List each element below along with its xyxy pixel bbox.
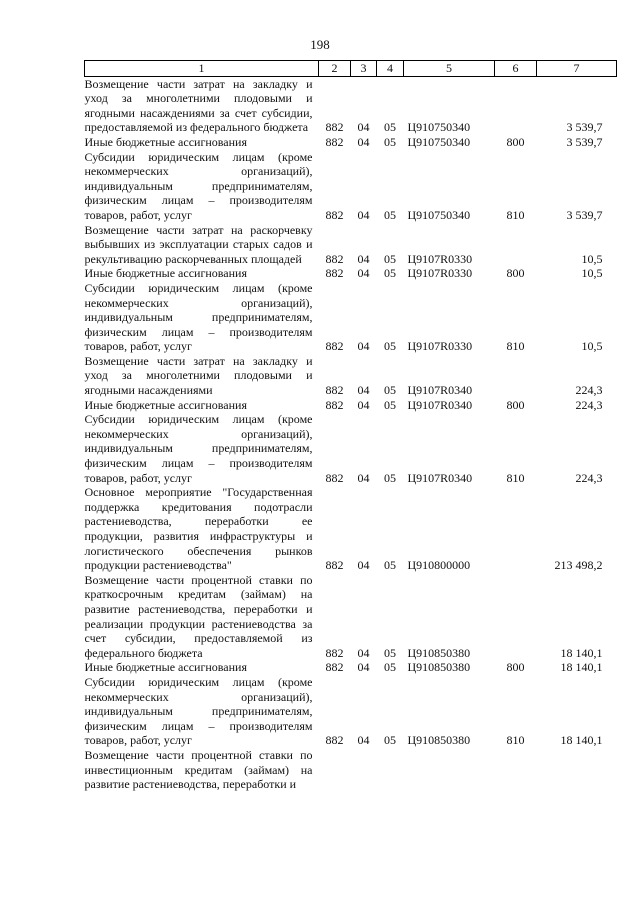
row-rz-code: 04 <box>357 207 370 222</box>
row-vr-code <box>495 223 537 267</box>
table-header <box>85 61 617 77</box>
row-gr-code <box>319 748 351 792</box>
row-rz-code: 04 <box>357 558 370 573</box>
row-vr-code: 800 <box>506 397 525 412</box>
row-vr-code: 810 <box>506 733 525 748</box>
table-row <box>85 398 617 413</box>
column-header: 1 <box>85 61 319 77</box>
row-rz-code: 04 <box>357 266 370 281</box>
row-name: Субсидии юридическим лицам (кроме некоммерческих организаций), индивидуальным предпринимателям, физическим лицам – производителям товаров, работ, услуг <box>84 674 313 748</box>
row-amount: 10,5 <box>581 339 603 354</box>
row-csr-code: Ц9107R0340 <box>407 383 473 398</box>
table-row <box>85 223 617 267</box>
row-gr-code: 882 <box>325 733 344 748</box>
row-rz-code: 04 <box>357 733 370 748</box>
row-vr-code <box>495 354 537 398</box>
row-gr-code: 882 <box>325 470 344 485</box>
row-vr-code: 810 <box>506 339 525 354</box>
row-vr-code: 800 <box>506 134 525 149</box>
row-csr-code: Ц9107R0340 <box>407 397 473 412</box>
row-gr-code: 882 <box>325 120 344 135</box>
row-pr-code: 05 <box>384 397 396 412</box>
page-number: 198 <box>310 37 330 52</box>
row-gr-code: 882 <box>325 251 344 266</box>
table-row <box>85 412 617 485</box>
row-csr-code: Ц910750340 <box>407 134 471 149</box>
row-csr-code: Ц9107R0330 <box>407 339 473 354</box>
row-amount: 3 539,7 <box>566 134 603 149</box>
table-row <box>85 485 617 573</box>
row-gr-code: 882 <box>325 207 344 222</box>
row-name: Субсидии юридическим лицам (кроме некоммерческих организаций), индивидуальным предпринимателям, физическим лицам – производителям товаров, работ, услуг <box>84 280 313 354</box>
row-vr-code <box>495 573 537 661</box>
row-csr-code: Ц910750340 <box>407 120 471 135</box>
row-csr-code: Ц910850380 <box>407 645 471 660</box>
row-pr-code: 05 <box>384 558 396 573</box>
row-vr-code: 810 <box>506 207 525 222</box>
row-rz-code: 04 <box>357 383 370 398</box>
row-gr-code: 882 <box>325 134 344 149</box>
row-pr-code: 05 <box>384 733 396 748</box>
row-amount: 224,3 <box>575 470 603 485</box>
table-row <box>85 675 617 748</box>
row-pr-code: 05 <box>384 383 396 398</box>
row-csr-code: Ц9107R0330 <box>407 266 473 281</box>
row-gr-code: 882 <box>325 660 344 675</box>
row-csr-code: Ц910750340 <box>407 207 471 222</box>
row-rz-code <box>351 748 377 792</box>
row-vr-code: 800 <box>506 660 525 675</box>
row-name: Субсидии юридическим лицам (кроме некоммерческих организаций), индивидуальным предпринимателям, физическим лицам – производителям товаров, работ, услуг <box>84 149 313 222</box>
table-row <box>85 76 617 135</box>
row-rz-code: 04 <box>357 660 370 675</box>
row-gr-code: 882 <box>325 645 344 660</box>
table-row <box>85 354 617 398</box>
row-pr-code: 05 <box>384 339 396 354</box>
row-amount: 224,3 <box>575 397 603 412</box>
row-gr-code: 882 <box>325 558 344 573</box>
row-gr-code: 882 <box>325 339 344 354</box>
row-gr-code: 882 <box>325 266 344 281</box>
row-amount: 3 539,7 <box>566 120 603 135</box>
row-rz-code: 04 <box>357 251 370 266</box>
row-pr-code <box>377 748 404 792</box>
row-amount: 18 140,1 <box>560 645 603 660</box>
row-rz-code: 04 <box>357 397 370 412</box>
row-pr-code: 05 <box>384 207 396 222</box>
row-name: Возмещение части затрат на раскорчевку выбывших из эксплуатации старых садов и рекультивацию раскорчеванных площадей <box>84 222 313 266</box>
row-amount: 224,3 <box>575 383 603 398</box>
row-name: Возмещение части процентной ставки по краткосрочным кредитам (займам) на развитие растениеводства, переработки и реализации продукции растениеводства за счет субсидии, предоставляемой из федерального бюджета <box>84 572 313 660</box>
row-name: Субсидии юридическим лицам (кроме некоммерческих организаций), индивидуальным предпринимателям, физическим лицам – производителям товаров, работ, услуг <box>84 412 313 485</box>
row-pr-code: 05 <box>384 645 396 660</box>
row-vr-code: 800 <box>506 266 525 281</box>
row-name: Возмещение части процентной ставки по инвестиционным кредитам (займам) на развитие растениеводства, переработки и <box>84 747 313 792</box>
row-vr-code: 810 <box>506 470 525 485</box>
table-row <box>85 150 617 223</box>
table-row <box>85 135 617 150</box>
column-header: 2 <box>319 61 351 77</box>
row-name: Иные бюджетные ассигнования <box>84 266 247 281</box>
row-gr-code: 882 <box>325 397 344 412</box>
row-rz-code: 04 <box>357 470 370 485</box>
row-pr-code: 05 <box>384 134 396 149</box>
row-gr-code: 882 <box>325 383 344 398</box>
row-amount: 213 498,2 <box>554 558 603 573</box>
row-vr-code <box>495 748 537 792</box>
column-header: 7 <box>537 61 617 77</box>
table-row <box>85 660 617 675</box>
row-csr-code: Ц9107R0340 <box>407 470 473 485</box>
row-pr-code: 05 <box>384 470 396 485</box>
row-rz-code: 04 <box>357 339 370 354</box>
column-header: 5 <box>404 61 495 77</box>
table-row <box>85 573 617 661</box>
row-amount: 18 140,1 <box>560 733 603 748</box>
row-amount <box>537 748 617 792</box>
row-amount: 3 539,7 <box>566 207 603 222</box>
row-rz-code: 04 <box>357 645 370 660</box>
row-name: Возмещение части затрат на закладку и уход за многолетними плодовыми и ягодными насаждениями за счет субсидии, предоставляемой из федерального бюджета <box>84 76 313 135</box>
row-name: Иные бюджетные ассигнования <box>84 134 247 149</box>
table-row <box>85 266 617 281</box>
row-pr-code: 05 <box>384 120 396 135</box>
column-header: 4 <box>377 61 404 77</box>
row-rz-code: 04 <box>357 120 370 135</box>
row-name: Основное мероприятие "Государственная поддержка кредитования подотрасли растениеводства, переработки ее продукции, развития инфраструктуры и логистического обеспечения рынков продукции растениеводства" <box>84 485 313 573</box>
row-name: Возмещение части затрат на закладку и уход за многолетними плодовыми и ягодными насаждениями <box>84 353 313 398</box>
row-vr-code <box>495 485 537 573</box>
row-pr-code: 05 <box>384 266 396 281</box>
table-body <box>85 76 617 792</box>
table-row <box>85 281 617 354</box>
row-csr-code: Ц910850380 <box>407 733 471 748</box>
row-csr-code: Ц910850380 <box>407 660 471 675</box>
row-pr-code: 05 <box>384 251 396 266</box>
row-name: Иные бюджетные ассигнования <box>84 660 247 675</box>
column-header: 3 <box>351 61 377 77</box>
column-header: 6 <box>495 61 537 77</box>
budget-table <box>84 60 617 792</box>
row-amount: 10,5 <box>581 251 603 266</box>
row-rz-code: 04 <box>357 134 370 149</box>
row-csr-code: Ц9107R0330 <box>407 251 473 266</box>
row-pr-code: 05 <box>384 660 396 675</box>
row-amount: 18 140,1 <box>560 660 603 675</box>
row-vr-code <box>495 76 537 135</box>
row-amount: 10,5 <box>581 266 603 281</box>
row-csr-code: Ц910800000 <box>407 558 471 573</box>
row-csr-code <box>404 748 495 792</box>
row-name: Иные бюджетные ассигнования <box>84 397 247 412</box>
table-row <box>85 748 617 792</box>
